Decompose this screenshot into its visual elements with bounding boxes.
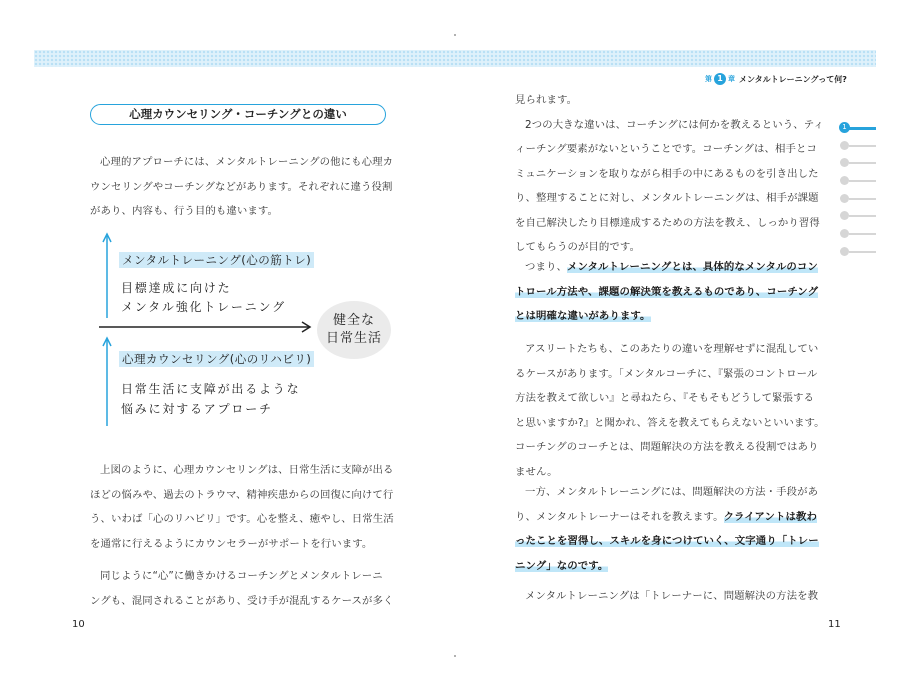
highlighted-text: メンタルトレーニングとは、具体的なメンタルのコン — [566, 261, 818, 273]
chapter-tab-line — [849, 162, 876, 164]
chapter-tab-dot — [840, 247, 849, 256]
text-line: コーチングのコーチとは、問題解決の方法を教える役割ではあり — [515, 441, 819, 453]
text-line: 見られます。 — [515, 94, 578, 106]
chapter-tab[interactable] — [840, 227, 880, 245]
chapter-tab-dot — [840, 176, 849, 185]
text-line: 一方、メンタルトレーニングには、問題解決の方法・手段があ — [525, 486, 819, 498]
text-line: 上図のように、心理カウンセリングは、日常生活に支障が出る — [100, 464, 394, 476]
mental-training-desc-line: メンタル強化トレーニング — [121, 300, 286, 314]
left-paragraph-2 — [90, 458, 394, 556]
text-line — [515, 505, 819, 530]
text-line: と思いますか?』と聞かれ、答えを教えてもらえないといいます。 — [515, 416, 825, 429]
mental-training-desc-line: 目標達成に向けた — [121, 281, 232, 295]
chapter-tab-line — [849, 180, 876, 182]
right-paragraph-4 — [515, 480, 819, 578]
highlighted-text: ったことを習得し、スキルを身につけていく、文字通り「トレー — [515, 535, 819, 547]
text-line — [515, 554, 819, 579]
text-line: ほどの悩みや、過去のトラウマ、精神疾患からの回復に向けて行 — [90, 488, 394, 501]
page-number-left: 10 — [72, 619, 85, 630]
chapter-tab-dot — [840, 211, 849, 220]
text-line: メンタルトレーニングは「トレーナーに、問題解決の方法を教 — [525, 590, 819, 602]
chapter-suffix: 章 — [728, 75, 735, 83]
goal-line: 日常生活 — [325, 331, 382, 346]
chapter-tab-dot — [840, 158, 849, 167]
mental-training-label: メンタルトレーニング(心の筋トレ) — [119, 252, 314, 268]
chapter-tab-active[interactable] — [840, 121, 880, 139]
chapter-tab-dot — [840, 141, 849, 150]
top-dotted-band — [34, 50, 876, 67]
text-line: ィーチング要素がないということです。コーチングは、相手とコ — [515, 143, 817, 155]
right-paragraph-2 — [515, 255, 818, 329]
counseling-desc-line: 日常生活に支障が出るような — [121, 382, 301, 396]
right-paragraph-1 — [515, 88, 824, 260]
chapter-tab[interactable] — [840, 192, 880, 210]
chapter-tab-dot — [840, 229, 849, 238]
text-line: ミュニケーションを取りながら相手の中にあるものを引き出した — [515, 167, 819, 180]
comparison-diagram — [95, 230, 395, 430]
text-line: してもらうのが目的です。 — [515, 241, 641, 253]
highlighted-text: トロール方法や、課題の解決策を教えるものであり、コーチング — [515, 285, 819, 298]
goal-line: 健全な — [332, 313, 375, 328]
highlighted-text: ニング」なのです。 — [515, 559, 609, 572]
chapter-tab-line — [849, 127, 876, 130]
text-line — [515, 255, 818, 280]
text-line: るケースがあります。「メンタルコーチに、『緊張のコントロール — [515, 367, 818, 380]
chapter-tab[interactable] — [840, 245, 880, 263]
text-line: を通常に行えるようにカウンセラーがサポートを行います。 — [90, 537, 373, 550]
chapter-title: メンタルトレーニングって何? — [739, 74, 847, 84]
chapter-number-badge: 1 — [714, 73, 726, 85]
left-intro-paragraph — [90, 150, 393, 224]
text-line: アスリートたちも、このあたりの違いを理解せずに混乱してい — [525, 343, 819, 355]
page-number-right: 11 — [828, 619, 841, 630]
chapter-tab-dot: 1 — [839, 122, 850, 133]
highlighted-text: とは明確な違いがあります。 — [515, 310, 651, 322]
text-line: ングも、混同されることがあり、受け手が混乱するケースが多く — [90, 594, 394, 607]
chapter-tab-line — [849, 198, 876, 200]
chapter-tab[interactable] — [840, 139, 880, 157]
right-paragraph-5 — [515, 584, 818, 609]
text-line: 心理的アプローチには、メンタルトレーニングの他にも心理カ — [100, 156, 394, 168]
text-line: り、整理することに対し、メンタルトレーニングは、相手が課題 — [515, 192, 819, 204]
chapter-tab-dot — [840, 194, 849, 203]
text-line — [515, 304, 818, 329]
text-line — [515, 280, 818, 305]
text-line: を自己解決したり目標達成するための方法を教え、しっかり習得 — [515, 216, 820, 229]
chapter-tab-line — [849, 145, 876, 147]
chapter-tab[interactable] — [840, 174, 880, 192]
crop-mark-bottom — [454, 655, 456, 657]
text-plain: り、メンタルトレーナーはそれを教えます。 — [515, 510, 724, 523]
text-line: 同じように“心”に働きかけるコーチングとメンタルトレーニ — [100, 570, 383, 582]
text-line: 2つの大きな違いは、コーチングには何かを教えるという、ティ — [525, 118, 824, 131]
right-paragraph-3 — [515, 337, 825, 484]
counseling-desc-line: 悩みに対するアプローチ — [121, 402, 273, 416]
chapter-tab[interactable] — [840, 156, 880, 174]
section-title: 心理カウンセリング・コーチングとの違い — [90, 104, 386, 125]
text-line: があり、内容も、行う目的も違います。 — [90, 205, 278, 217]
chapter-tab-index — [840, 121, 880, 263]
text-plain: つまり、 — [525, 261, 567, 273]
text-line: ウンセリングやコーチングなどがあります。それぞれに違う役割 — [90, 180, 393, 193]
counseling-label: 心理カウンセリング(心のリハビリ) — [119, 351, 314, 367]
healthy-life-bubble — [317, 301, 391, 359]
chapter-tab-line — [849, 233, 876, 235]
text-line: ません。 — [515, 465, 558, 478]
text-line: う、いわば「心のリハビリ」です。心を整え、癒やし、日常生活 — [90, 513, 394, 525]
crop-mark-top — [454, 34, 456, 36]
text-line — [515, 529, 819, 554]
chapter-tab-line — [849, 215, 876, 217]
chapter-tab[interactable] — [840, 209, 880, 227]
chapter-prefix: 第 — [705, 75, 712, 83]
text-line: 方法を教えて欲しい』と尋ねたら、『そもそもどうして緊張する — [515, 392, 815, 404]
left-paragraph-3 — [90, 564, 394, 613]
chapter-tab-line — [849, 251, 876, 253]
highlighted-text: クライアントは教わ — [723, 510, 817, 523]
chapter-running-head — [705, 71, 847, 87]
